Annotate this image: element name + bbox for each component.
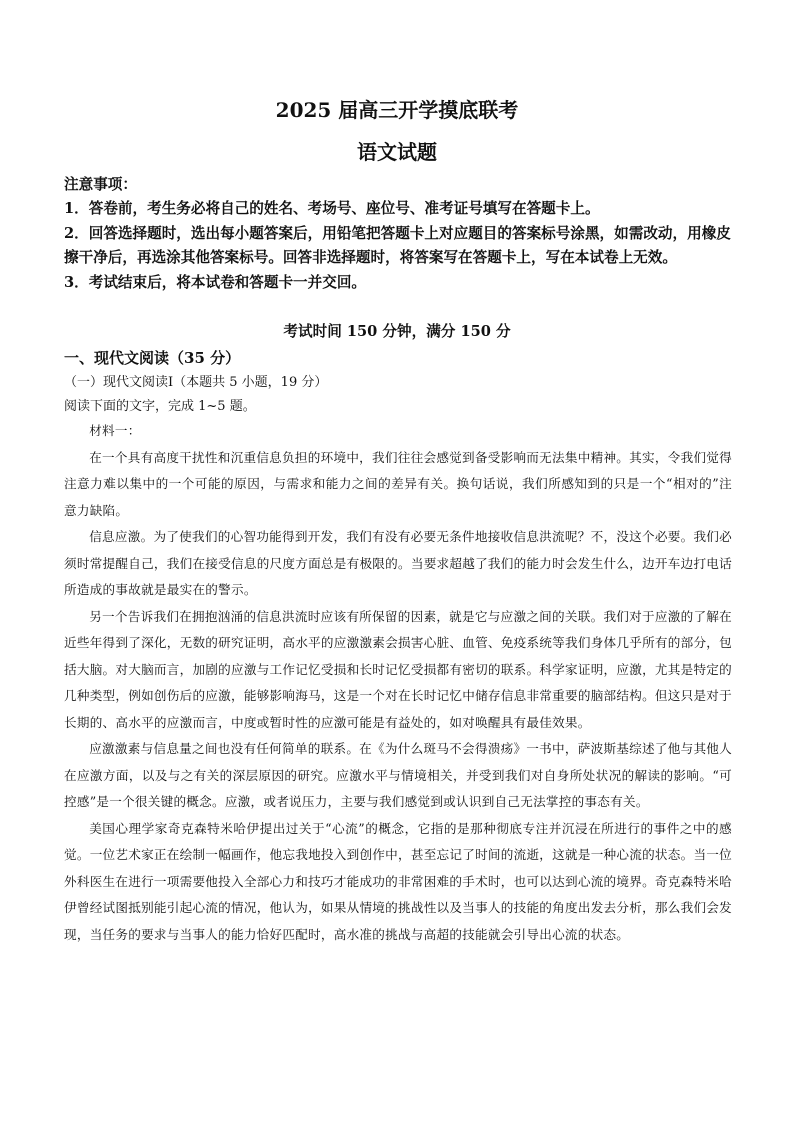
material-paragraph: 美国心理学家奇克森特米哈伊提出过关于“心流”的概念，它指的是那种彻底专注并沉浸在所进行的事件之中的感觉。一位艺术家正在绘制一幅画作，他忘我地投入到创作中，甚至忘记了时间的流逝，这就是一种心流的状态。当一位外科医生在进行一项需要他投入全部心力和技巧才能成功的非常困难的手术时，也可以达到心流的境界。奇克森特米哈伊曾经试图抵别能引起心流的情况，他认为，如果从情境的挑战性以及当事人的技能的角度出发去分析，那么我们会发现，当任务的要求与当事人的能力恰好匹配时，高水准的挑战与高超的技能就会引导出心流的状态。 [64,820,732,942]
material-label: 材料一： [89,423,141,438]
material-paragraph: 在一个具有高度干扰性和沉重信息负担的环境中，我们往往会感觉到备受影响而无法集中精神。其实，令我们觉得注意力难以集中的一个可能的原因，与需求和能力之间的差异有关。换句话说，我们所感知到的只是一个“相对的”注意力缺陷。 [64,449,732,518]
reading-instruction: 阅读下面的文字，完成 1~5 题。 [64,399,256,414]
exam-time-info: 考试时间 150 分钟，满分 150 分 [283,323,511,340]
material-paragraph: 信息应激。为了使我们的心智功能得到开发，我们有没有必要无条件地接收信息洪流呢？不，没这个必要。我们必须时常提醒自己，我们在接受信息的尺度方面总是有极限的。当要求超越了我们的能力时会发生什么，边开车边打电话所造成的事故就是最实在的警示。 [64,529,732,597]
notice-block [64,173,744,295]
notice-item-3: 3．考试结束后，将本试卷和答题卡一并交回。 [64,273,367,291]
section-heading: 一、现代文阅读（35 分） [64,349,241,367]
notice-item-2: 2．回答选择题时，选出每小题答案后，用铅笔把答题卡上对应题目的答案标号涂黑，如需改动，用橡皮擦干净后，再选涂其他答案标号。回答非选择题时，将答案写在答题卡上，写在本试卷上无效。 [64,224,731,267]
subject-title: 语文试题 [357,140,437,164]
exam-title: 2025 届高三开学摸底联考 [275,98,519,122]
notice-heading: 注意事项： [64,176,137,193]
material-paragraph: 应激激素与信息量之间也没有任何简单的联系。在《为什么斑马不会得溃疡》一书中，萨波斯基综述了他与其他人在应激方面，以及与之有关的深层原因的研究。应激水平与情境相关，并受到我们对自身所处状况的解读的影响。“可控感”是一个很关键的概念。应激，或者说压力，主要与我们感觉到或认识到自己无法掌控的事态有关。 [64,741,732,809]
section-sub-heading: （一）现代文阅读Ⅰ（本题共 5 小题，19 分） [64,375,328,390]
notice-item-1: 1．答卷前，考生务必将自己的姓名、考场号、座位号、准考证号填写在答题卡上。 [64,200,600,218]
reading-material [64,418,732,948]
material-paragraph: 另一个告诉我们在拥抱汹涌的信息洪流时应该有所保留的因素，就是它与应激之间的关联。我们对于应激的了解在近些年得到了深化，无数的研究证明，高水平的应激激素会损害心脏、血管、免疫系统等我们身体几乎所有的部分，包括大脑。对大脑而言，加剧的应激与工作记忆受损和长时记忆受损都有密切的联系。科学家证明，应激，尤其是特定的几种类型，例如创伤后的应激，能够影响海马，这是一个对在长时记忆中储存信息非常重要的脑部结构。但这只是对于长期的、高水平的应激而言，中度或暂时性的应激可能是有益处的，如对唤醒具有最佳效果。 [64,608,732,730]
